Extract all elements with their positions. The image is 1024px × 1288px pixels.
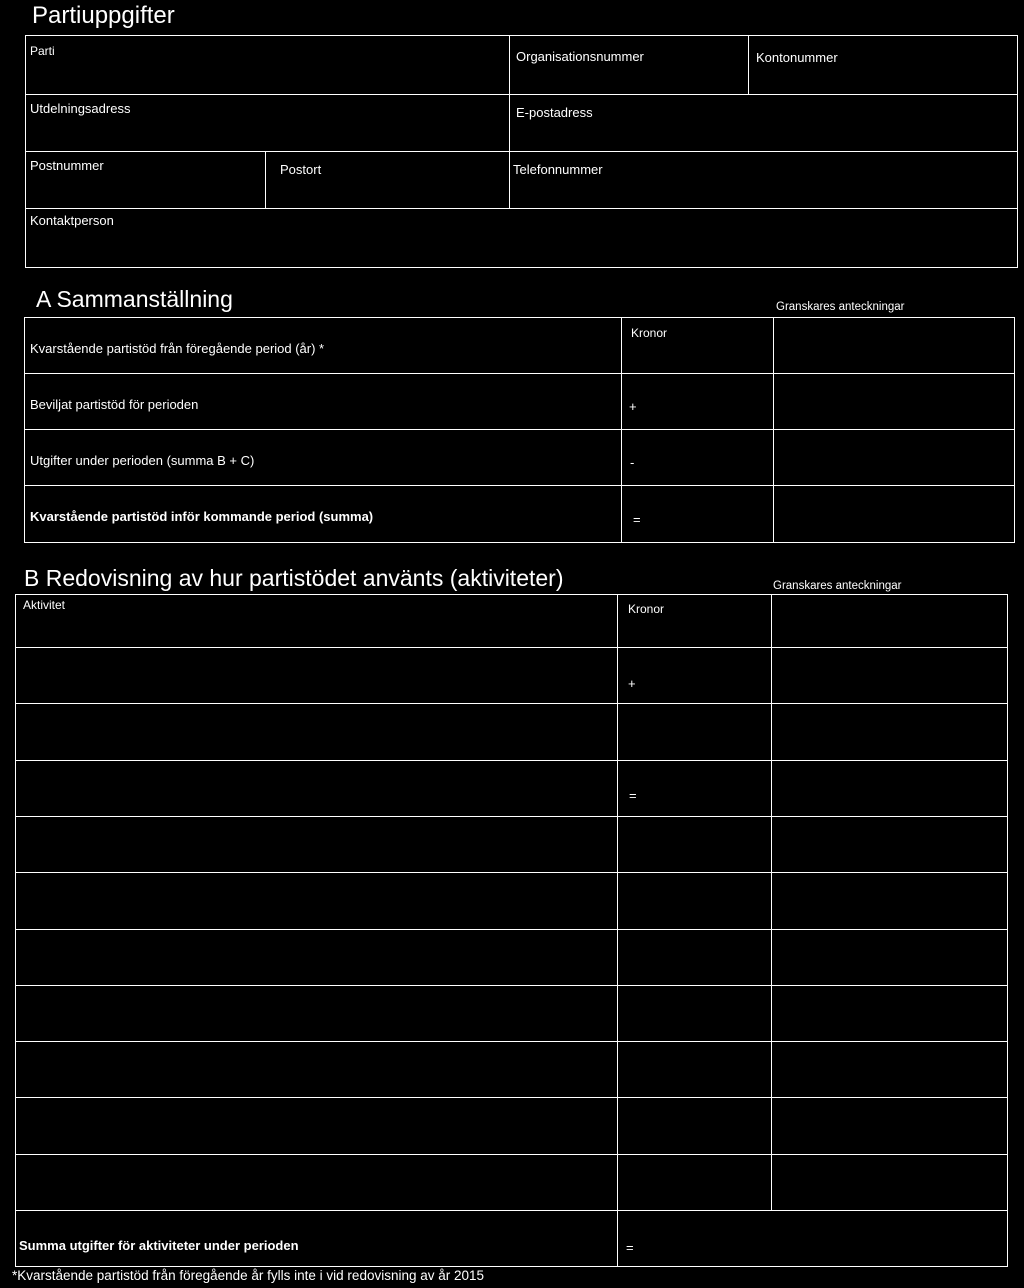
section-b-reviewer-input[interactable] (773, 705, 1006, 758)
section-b-aktivitet-input[interactable] (17, 818, 615, 870)
party-input-telefonnummer[interactable] (511, 180, 1016, 206)
party-heading: Partiuppgifter (32, 2, 175, 29)
section-b-row-divider (15, 647, 1008, 648)
section-a-reviewer-label: Granskares anteckningar (776, 301, 905, 313)
section-b-col-divider-kronor (617, 594, 618, 1267)
section-b-row-divider (15, 703, 1008, 704)
section-a-kronor-label: Kronor (631, 326, 668, 340)
party-row-divider-2 (25, 151, 1018, 152)
section-b-row-divider (15, 872, 1008, 873)
section-b-kronor-input[interactable] (619, 987, 770, 1039)
section-a-kronor-input[interactable] (623, 345, 772, 371)
section-b-aktivitet-input[interactable] (17, 1043, 615, 1095)
section-b-row-divider (15, 1154, 1008, 1155)
party-input-epostadress[interactable] (511, 124, 1016, 149)
party-input-utdelningsadress[interactable] (27, 120, 507, 149)
section-b-kronor-input[interactable] (619, 705, 770, 758)
section-b-col-divider-reviewer (771, 594, 772, 1210)
section-b-aktivitet-label: Aktivitet (23, 598, 66, 612)
section-a-row-label: Kvarstående partistöd från föregående period (år) * (30, 341, 325, 356)
party-input-parti[interactable] (27, 62, 507, 92)
section-b-row-operator-equals: = (629, 788, 637, 803)
section-b-row-operator-plus: + (628, 676, 636, 691)
section-b-kronor-input[interactable] (619, 818, 770, 870)
field-label-postnummer: Postnummer (30, 158, 104, 173)
section-a-reviewer-input[interactable] (775, 487, 1013, 541)
section-b-row-divider (15, 929, 1008, 930)
section-b-aktivitet-input[interactable] (17, 1156, 615, 1208)
section-a-row-label: Beviljat partistöd för perioden (30, 397, 199, 412)
section-a-col-divider-kronor (621, 317, 622, 543)
section-b-reviewer-input[interactable] (773, 649, 1006, 701)
field-label-utdelningsadress: Utdelningsadress (30, 101, 131, 116)
section-b-reviewer-input[interactable] (773, 1156, 1006, 1208)
party-col-divider-mid (509, 35, 510, 209)
section-b-kronor-input[interactable] (619, 622, 770, 645)
party-input-postort[interactable] (267, 180, 507, 206)
section-b-kronor-input[interactable] (619, 1156, 770, 1208)
section-b-kronor-input[interactable] (619, 931, 770, 983)
party-input-postnummer[interactable] (27, 177, 263, 206)
section-a-col-divider-reviewer (773, 317, 774, 543)
section-b-heading: B Redovisning av hur partistödet använts (aktiviteter) (24, 565, 564, 591)
section-b-reviewer-input[interactable] (773, 931, 1006, 983)
section-b-aktivitet-input[interactable] (17, 987, 615, 1039)
party-input-kontaktperson[interactable] (27, 232, 1016, 266)
section-a-row-operator: - (630, 455, 635, 470)
section-b-kronor-input[interactable] (640, 649, 770, 701)
party-row-divider-1 (25, 94, 1018, 95)
section-b-row-divider (15, 760, 1008, 761)
section-a-row-operator: + (629, 399, 637, 414)
section-a-row-operator: = (633, 512, 641, 527)
section-b-summa-input[interactable] (640, 1212, 1006, 1265)
section-b-kronor-input[interactable] (619, 874, 770, 927)
section-b-row-divider (15, 1097, 1008, 1098)
section-a-row-divider-3 (24, 485, 1015, 486)
section-b-kronor-input[interactable] (619, 1043, 770, 1095)
field-label-parti: Parti (30, 44, 55, 58)
party-input-organisationsnummer[interactable] (511, 68, 746, 92)
section-b-aktivitet-input[interactable] (17, 762, 615, 814)
party-col-divider-konto (748, 35, 749, 94)
section-b-kronor-input[interactable] (640, 762, 770, 814)
section-a-row-label-summa: Kvarstående partistöd inför kommande period (summa) (30, 509, 374, 524)
section-a-row-divider-2 (24, 429, 1015, 430)
party-row-divider-3 (25, 208, 1018, 209)
section-b-kronor-label: Kronor (628, 602, 665, 616)
section-b-row-divider (15, 816, 1008, 817)
footnote: *Kvarstående partistöd från föregående år fylls inte i vid redovisning av år 2015 (12, 1268, 485, 1283)
party-input-kontonummer[interactable] (750, 68, 1016, 92)
section-a-heading: A Sammanställning (36, 286, 233, 312)
section-b-aktivitet-input[interactable] (17, 874, 615, 927)
section-a-reviewer-input[interactable] (775, 431, 1013, 483)
section-b-reviewer-input[interactable] (773, 596, 1006, 645)
section-b-reviewer-input[interactable] (773, 818, 1006, 870)
section-b-reviewer-input[interactable] (773, 1043, 1006, 1095)
field-label-organisationsnummer: Organisationsnummer (516, 49, 644, 64)
field-label-kontonummer: Kontonummer (756, 50, 838, 65)
section-b-reviewer-input[interactable] (773, 874, 1006, 927)
field-label-kontaktperson: Kontaktperson (30, 213, 114, 228)
section-b-row-divider (15, 1210, 1008, 1211)
section-b-summa-label: Summa utgifter för aktiviteter under perioden (19, 1238, 299, 1253)
section-b-row-divider (15, 985, 1008, 986)
section-b-aktivitet-input[interactable] (17, 931, 615, 983)
section-b-row-divider (15, 1041, 1008, 1042)
section-a-row-divider-1 (24, 373, 1015, 374)
field-label-postort: Postort (280, 162, 322, 177)
section-a-kronor-input[interactable] (640, 431, 772, 483)
section-b-aktivitet-input[interactable] (17, 1099, 615, 1152)
field-label-epostadress: E-postadress (516, 105, 593, 120)
section-a-kronor-input[interactable] (640, 375, 772, 427)
section-a-reviewer-input[interactable] (775, 375, 1013, 427)
section-a-row-label: Utgifter under perioden (summa B + C) (30, 453, 255, 468)
section-a-kronor-input[interactable] (645, 487, 772, 541)
section-b-aktivitet-input[interactable] (17, 617, 615, 645)
section-b-aktivitet-input[interactable] (17, 705, 615, 758)
section-a-reviewer-input[interactable] (775, 319, 1013, 372)
section-b-reviewer-input[interactable] (773, 1099, 1006, 1152)
section-b-reviewer-input[interactable] (773, 987, 1006, 1039)
section-b-reviewer-label: Granskares anteckningar (773, 580, 902, 592)
section-b-summa-operator: = (626, 1240, 634, 1255)
section-b-aktivitet-input[interactable] (17, 649, 615, 701)
party-col-divider-postort (265, 151, 266, 208)
field-label-telefonnummer: Telefonnummer (513, 162, 603, 177)
section-b-kronor-input[interactable] (619, 1099, 770, 1152)
section-b-reviewer-input[interactable] (773, 762, 1006, 814)
